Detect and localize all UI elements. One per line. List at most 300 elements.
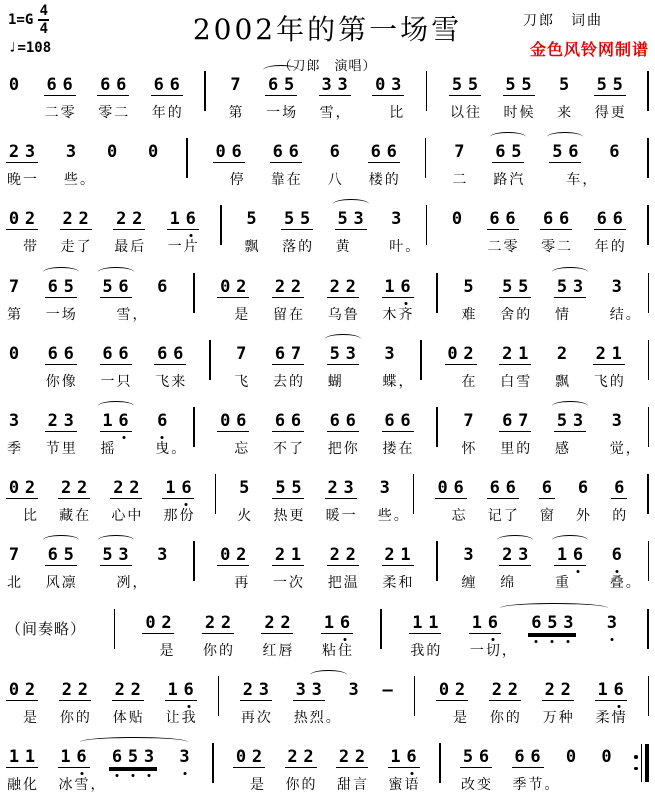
note-digit: 6: [596, 209, 607, 230]
low-octave-dot: [404, 302, 407, 305]
note-digit: 6: [169, 75, 180, 95]
note-digit: 3: [258, 679, 269, 700]
note-digit: 2: [287, 746, 298, 767]
lyric-char: 晚: [7, 172, 21, 189]
credit-block: [523, 10, 649, 60]
note-digits: [217, 277, 249, 298]
note-digit: 1: [428, 612, 439, 633]
lyric: [327, 441, 359, 457]
lyric-char: 难: [461, 306, 476, 323]
lyric-char: 季: [7, 440, 21, 457]
note-group: [388, 198, 420, 256]
tempo-marking: [8, 40, 51, 56]
note-digit: 0: [235, 746, 247, 767]
note-digit: 0: [8, 209, 20, 230]
note-digit: 2: [595, 343, 606, 364]
note-digit: 0: [375, 75, 386, 95]
lyric-char: 雪: [116, 306, 131, 323]
barline: [380, 609, 382, 649]
note-digit: 6: [337, 613, 353, 633]
lyric-char: 节: [528, 776, 543, 793]
note-digits: [6, 277, 22, 297]
lyric-char: 甜: [337, 776, 351, 793]
duration-dash: —: [382, 679, 393, 700]
performer-subtitle: （刀郎 演唱）: [278, 59, 377, 74]
score-line: [6, 736, 649, 794]
note-digit: 5: [556, 410, 568, 431]
note-digits: [162, 478, 194, 499]
note-digits: [382, 411, 414, 432]
note-digits: [382, 344, 398, 364]
lyric-spacer: [100, 575, 116, 591]
note-digit: 0: [565, 746, 577, 767]
lyric-char: 变: [477, 776, 491, 793]
note-group: [499, 400, 531, 458]
note-group: [293, 669, 340, 727]
note-digit: 5: [63, 276, 74, 297]
lyric: [45, 575, 77, 591]
note-group: [58, 467, 90, 525]
note-digits: [104, 142, 120, 162]
note-digit: 2: [129, 478, 140, 499]
lyric-char: 雪: [74, 776, 89, 793]
slur-arc: [43, 535, 79, 545]
lyric-char: 留: [273, 306, 287, 323]
lyric-char: 烈: [309, 709, 324, 726]
note-group: [542, 669, 574, 727]
note-digit: 2: [77, 679, 88, 700]
lyric-char: 一: [266, 105, 281, 121]
note-group: [554, 333, 570, 391]
lyric-char: 在: [75, 508, 90, 525]
note-group: [388, 736, 420, 794]
lyric: [151, 105, 183, 121]
note-digit: 6: [489, 478, 500, 499]
final-repeat-barline: [634, 744, 649, 782]
note-group: [6, 131, 38, 189]
note-group: [243, 198, 259, 256]
note-digits: [595, 680, 627, 701]
barline: [648, 273, 650, 313]
note-group: [217, 400, 249, 458]
lyric: [327, 575, 359, 591]
note-digit: 2: [329, 545, 340, 566]
note-digits: [549, 142, 581, 163]
lyric: [377, 508, 409, 524]
note-group: [236, 467, 252, 525]
lyric-char: 年: [151, 105, 166, 121]
note-group: [167, 198, 199, 256]
score-line: [6, 467, 649, 525]
lyric-char: 万: [542, 709, 557, 726]
note-digit: 6: [116, 75, 127, 95]
note-digits: [58, 747, 90, 768]
note-group: [436, 669, 468, 727]
note-digit: 6: [290, 410, 302, 431]
note-digits: [372, 75, 404, 96]
note-digit: 2: [345, 276, 356, 297]
lyric-char: 记: [487, 508, 502, 525]
note-digit: 2: [61, 679, 72, 700]
note-digit: 2: [556, 343, 568, 364]
barline: [204, 71, 206, 111]
note-digit: 3: [348, 679, 359, 700]
note-digit: 3: [157, 545, 168, 566]
lyric: [609, 441, 641, 457]
low-octave-dot: [122, 436, 125, 439]
low-octave-dot: [551, 640, 554, 643]
note-digit: 0: [8, 75, 20, 95]
lyric-spacer: [436, 710, 452, 726]
lyric: [409, 643, 441, 659]
note-digit: 6: [345, 410, 356, 431]
lyric: [97, 105, 129, 121]
note-group: [6, 64, 22, 122]
tempo-value: =108: [17, 40, 52, 56]
note-group: [554, 400, 586, 458]
note-digit: 2: [220, 612, 232, 633]
note-digits: [113, 209, 145, 230]
lyric-spacer: [445, 374, 461, 390]
score-line: [6, 198, 649, 256]
note-digit: 5: [239, 478, 250, 499]
note-group: [460, 736, 492, 794]
note-digit: 2: [274, 276, 286, 297]
note-digit: 1: [290, 545, 302, 566]
note-digits: [382, 277, 414, 298]
note-digit: 0: [220, 410, 231, 431]
lyric: [540, 239, 572, 255]
note-group: [372, 64, 404, 122]
note-digit: 2: [329, 276, 340, 297]
lyric: [575, 508, 591, 524]
low-octave-dot: [615, 570, 618, 573]
note-digits: [154, 344, 186, 365]
lyric-char: 再: [234, 575, 249, 592]
note-digit: 2: [61, 478, 72, 499]
note-digit: 5: [556, 276, 568, 297]
lyric-char: 雪: [516, 373, 531, 390]
note-digit: 2: [204, 612, 216, 633]
lyric-char: 以: [449, 105, 464, 121]
lyric: [489, 710, 521, 726]
note-group: [100, 266, 147, 324]
note-digit: 1: [384, 276, 395, 297]
lyric-char: 。: [405, 239, 420, 256]
note-group: [6, 534, 22, 592]
lyric: [63, 172, 95, 188]
lyric: [217, 575, 249, 591]
low-octave-dot: [535, 640, 538, 643]
note-group: [154, 534, 170, 592]
lyric-char: 缠: [461, 575, 476, 592]
lyric: [321, 643, 353, 659]
lyric-char: 第: [7, 306, 21, 323]
lyric: [594, 239, 626, 255]
note-digit: 6: [267, 75, 279, 95]
note-digits: [145, 142, 161, 162]
note-digit: 5: [246, 209, 257, 230]
note-digit: 1: [518, 343, 529, 364]
note-digit: 2: [491, 679, 502, 700]
lyric: [594, 105, 626, 121]
composer-credit: 刀郎 词曲: [523, 13, 603, 29]
lyric: [100, 441, 116, 457]
lyric: [487, 508, 519, 524]
lyric: [372, 105, 404, 121]
note-group: [368, 131, 400, 189]
lyric-char: 楼: [368, 172, 383, 189]
barline: [647, 609, 649, 649]
lyric: [319, 105, 351, 121]
note-group: [336, 736, 368, 794]
barline: [420, 340, 422, 380]
lyric-char: 忘: [451, 508, 466, 525]
note-digits: [272, 478, 304, 499]
barline: [436, 407, 438, 447]
note-group: [325, 467, 357, 525]
lyric-char: 带: [23, 239, 37, 256]
note-digit: 3: [572, 276, 584, 297]
note-digit: 5: [544, 613, 560, 633]
barline: [647, 71, 649, 111]
note-digit: 2: [78, 209, 89, 230]
note-digit: 6: [614, 478, 625, 499]
lyric-char: 飞: [155, 373, 170, 390]
note-digits: [388, 209, 404, 229]
note-digits: [6, 545, 22, 565]
note-digit: 3: [463, 545, 474, 566]
lyric: [261, 643, 293, 659]
note-group: [445, 333, 477, 391]
interlude-label: （间奏略）: [6, 619, 87, 638]
note-group: [382, 266, 414, 324]
note-digit: 3: [311, 679, 322, 700]
note-digits: [609, 277, 625, 297]
lyric: [45, 307, 77, 323]
slur-arc: [490, 132, 526, 142]
note-digits: [100, 411, 132, 432]
barline: [218, 676, 220, 716]
note-group: [100, 400, 132, 458]
lyric-char: 第: [228, 105, 243, 121]
note-digit: 6: [384, 410, 395, 431]
note-digit: 6: [116, 411, 132, 431]
barline: [193, 273, 195, 313]
lyric-char: 热: [293, 709, 308, 726]
lyric-char: 窗: [539, 508, 554, 525]
note-group: [335, 198, 367, 256]
score-line: [6, 400, 649, 458]
note-digits: [45, 277, 77, 298]
lyric: [382, 307, 414, 323]
lyric-char: 。: [625, 575, 640, 592]
barline: [114, 609, 116, 649]
note-digit: 1: [390, 746, 401, 767]
note-digits: [59, 680, 91, 701]
note-group: [540, 198, 572, 256]
lyric: [554, 441, 570, 457]
note-group: [487, 198, 519, 256]
note-digits: [154, 411, 170, 431]
lyric-char: 里: [61, 440, 76, 457]
low-octave-dot: [132, 774, 135, 777]
note-digits: [487, 209, 519, 230]
note-group: [165, 669, 197, 727]
note-group: [59, 669, 91, 727]
note-group: [110, 467, 142, 525]
lyric-char: 的: [384, 172, 399, 189]
low-octave-dot: [183, 772, 186, 775]
lyric-char: 融: [7, 776, 21, 793]
low-octave-dot: [567, 640, 570, 643]
note-digits: [6, 478, 38, 499]
note-digit: 6: [543, 209, 554, 230]
lyric: [554, 575, 570, 591]
lyric-char: 只: [116, 373, 131, 390]
lyric-char: 了: [289, 440, 303, 457]
barline: [193, 407, 195, 447]
lyric-char: 黄: [335, 239, 350, 256]
time-signature-bottom: 4: [39, 21, 49, 37]
note-group: [6, 400, 22, 458]
note-group: [272, 266, 304, 324]
note-digit: 3: [65, 142, 77, 163]
note-group: [382, 400, 414, 458]
lyric: [100, 575, 148, 591]
note-digit: 6: [404, 747, 420, 767]
note-group: [499, 266, 531, 324]
lyric-char: 你: [343, 440, 358, 457]
note-digit: 0: [147, 142, 159, 163]
note-digit: 3: [24, 142, 36, 163]
note-digit: 5: [275, 478, 286, 499]
note-digit: 6: [272, 142, 283, 163]
lyric: [100, 374, 132, 390]
note-digit: 2: [132, 209, 143, 230]
note-digit: 5: [102, 276, 113, 297]
lyric-char: 时: [503, 105, 518, 121]
note-digit: 7: [290, 343, 302, 364]
lyric: [100, 307, 148, 323]
note-digit: 1: [102, 410, 113, 431]
lyric: [45, 441, 77, 457]
note-digit: 7: [463, 410, 474, 431]
note-digit: 2: [327, 478, 338, 499]
lyric-char: 体: [112, 709, 127, 726]
note-group: [528, 602, 576, 660]
note-digit: 6: [47, 343, 58, 364]
note-digit: 6: [329, 410, 340, 431]
note-digit: 6: [528, 613, 544, 633]
note-group: [319, 64, 351, 122]
note-digits: [154, 277, 170, 297]
lyric: [499, 441, 531, 457]
lyric: [460, 777, 492, 793]
note-digits: [151, 75, 183, 96]
note-group: [112, 669, 144, 727]
note-digits: [377, 478, 393, 498]
lyric: [609, 575, 641, 591]
lyric-char: 的: [167, 105, 182, 121]
note-digits: [554, 344, 570, 364]
note-digits: [112, 680, 144, 701]
note-digit: 6: [178, 478, 194, 498]
repeat-dots: [634, 755, 638, 770]
note-group: [45, 266, 77, 324]
lyric-char: 次: [256, 709, 271, 726]
score: [0, 60, 655, 798]
lyric-spacer: [217, 441, 233, 457]
note-group: [154, 333, 186, 391]
slur-arc: [263, 65, 299, 75]
low-octave-dot: [491, 638, 494, 641]
lyric: [503, 105, 535, 121]
note-digit: 6: [485, 613, 501, 633]
note-digits: [382, 545, 414, 566]
note-digit: 3: [611, 410, 622, 431]
note-digits: [368, 142, 400, 163]
score-line: [6, 266, 649, 324]
lyric-char: 车: [566, 172, 581, 189]
note-digits: [281, 209, 313, 230]
note-digit: 2: [264, 612, 275, 633]
note-digit: 6: [236, 410, 247, 431]
note-group: [461, 534, 477, 592]
note-group: [606, 131, 622, 189]
lyric-char: 八: [327, 172, 342, 189]
note-digit: 6: [154, 411, 170, 431]
lyric-char: 飞: [234, 373, 249, 390]
note-digit: 0: [145, 612, 156, 633]
note-digits: [272, 277, 304, 298]
lyric: [165, 710, 197, 726]
note-digit: 2: [113, 478, 124, 499]
note-digit: 1: [167, 679, 178, 700]
low-octave-dot: [187, 705, 190, 708]
thin-barline: [641, 744, 643, 782]
note-digits: [528, 613, 576, 634]
note-digits: [109, 747, 157, 768]
lyric-char: 把: [327, 440, 342, 457]
note-digits: [540, 209, 572, 230]
note-group: [113, 198, 145, 256]
note-digits: [100, 344, 132, 365]
barline: [439, 743, 441, 783]
lyric-char: ，: [582, 172, 597, 189]
lyric-char: 雪: [319, 105, 334, 121]
note-group: [327, 266, 359, 324]
lyric-char: 二: [487, 239, 502, 256]
note-digits: [6, 411, 22, 431]
note-digits: [461, 411, 477, 431]
note-digit: 6: [505, 209, 516, 230]
note-digit: 0: [438, 679, 450, 700]
note-digit: 3: [391, 75, 402, 95]
lyric-char: 二: [452, 172, 467, 189]
note-group: [599, 736, 615, 794]
note-group: [261, 602, 293, 660]
note-digits: [594, 75, 626, 96]
lyric: [382, 374, 414, 390]
barline: [212, 743, 214, 783]
note-digits: [233, 344, 249, 364]
lyric-char: 是: [250, 776, 264, 793]
note-digit: 2: [354, 746, 366, 767]
lyric-spacer: [435, 508, 451, 524]
note-group: [6, 266, 22, 324]
lyric-char: 是: [234, 306, 249, 323]
